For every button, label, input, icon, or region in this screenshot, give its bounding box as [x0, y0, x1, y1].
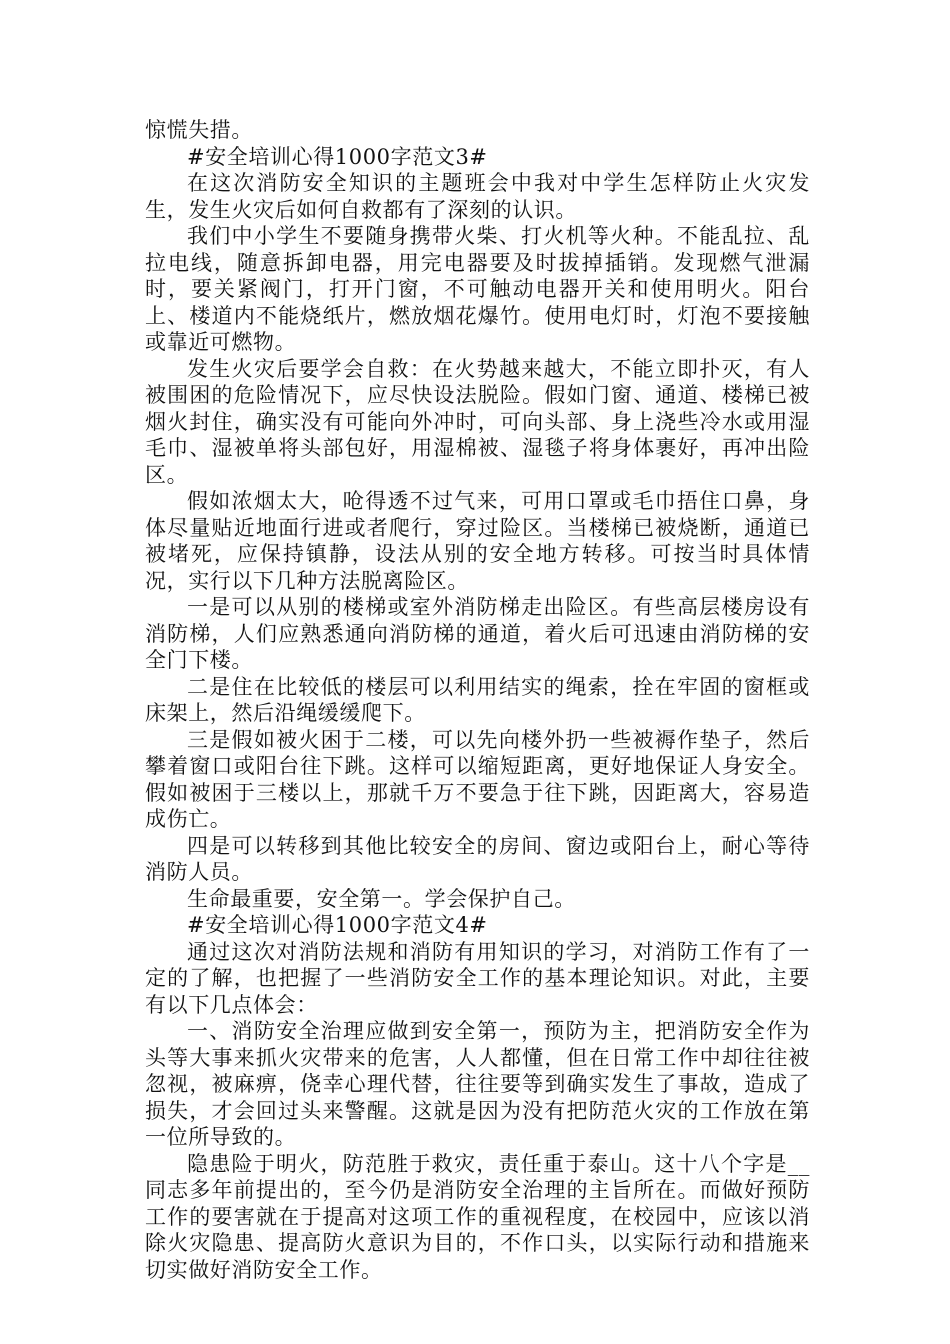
paragraph: 一、消防安全治理应做到安全第一，预防为主，把消防安全作为头等大事来抓火灾带来的危害，人人都懂，但在日常工作中却往往被忽视，被麻痹，侥幸心理代替，往往要等到确实发生了事故，造成了损失，才会回过头来警醒。这就是因为没有把防范火灾的工作放在第一位所导致的。	[145, 1019, 810, 1149]
paragraph: 三是假如被火困于二楼，可以先向楼外扔一些被褥作垫子，然后攀着窗口或阳台往下跳。这样可以缩短距离，更好地保证人身安全。假如被困于三楼以上，那就千万不要急于往下跳，因距离大，容易造成伤亡。	[145, 727, 810, 831]
section-heading: #安全培训心得1000字范文4#	[187, 913, 488, 937]
paragraph: 隐患险于明火，防范胜于救灾，责任重于泰山。这十八个字是__同志多年前提出的，至今仍是消防安全治理的主旨所在。而做好预防工作的要害就在于提高对这项工作的重视程度，在校园中，应该以消除火灾隐患、提高防火意识为目的，不作口头，以实际行动和措施来切实做好消防安全工作。	[145, 1151, 810, 1282]
paragraph: 一是可以从别的楼梯或室外消防梯走出险区。有些高层楼房设有消防梯，人们应熟悉通向消防梯的通道，着火后可迅速由消防梯的安全门下楼。	[145, 595, 810, 672]
section-heading: #安全培训心得1000字范文3#	[187, 144, 488, 169]
paragraph: 四是可以转移到其他比较安全的房间、窗边或阳台上，耐心等待消防人员。	[145, 833, 810, 884]
paragraph: 我们中小学生不要随身携带火柴、打火机等火种。不能乱拉、乱拉电线，随意拆卸电器，用完电器要及时拔掉插销。发现燃气泄漏时，要关紧阀门，打开门窗，不可触动电器开关和使用明火。阳台上、楼道内不能烧纸片，燃放烟花爆竹。使用电灯时，灯泡不要接触或靠近可燃物。	[145, 224, 810, 354]
paragraph: 在这次消防安全知识的主题班会中我对中学生怎样防止火灾发生，发生火灾后如何自救都有了深刻的认识。	[145, 171, 810, 222]
paragraph: 生命最重要，安全第一。学会保护自己。	[187, 886, 576, 911]
paragraph: 假如浓烟太大，呛得透不过气来，可用口罩或毛巾捂住口鼻，身体尽量贴近地面行进或者爬行，穿过险区。当楼梯已被烧断，通道已被堵死，应保持镇静，设法从别的安全地方转移。可按当时具体情况，实行以下几种方法脱离险区。	[145, 489, 810, 593]
paragraph: 通过这次对消防法规和消防有用知识的学习，对消防工作有了一定的了解，也把握了一些消防安全工作的基本理论知识。对此，主要有以下几点体会：	[145, 939, 810, 1017]
document-body	[145, 117, 810, 1283]
paragraph: 惊慌失措。	[145, 118, 253, 142]
paragraph: 二是住在比较低的楼层可以利用结实的绳索，拴在牢固的窗框或床架上，然后沿绳缓缓爬下。	[145, 674, 810, 725]
paragraph: 发生火灾后要学会自救：在火势越来越大，不能立即扑灭，有人被围困的危险情况下，应尽快设法脱险。假如门窗、通道、楼梯已被烟火封住，确实没有可能向外冲时，可向头部、身上浇些冷水或用湿毛巾、湿被单将头部包好，用湿棉被、湿毯子将身体裹好，再冲出险区。	[145, 356, 810, 487]
